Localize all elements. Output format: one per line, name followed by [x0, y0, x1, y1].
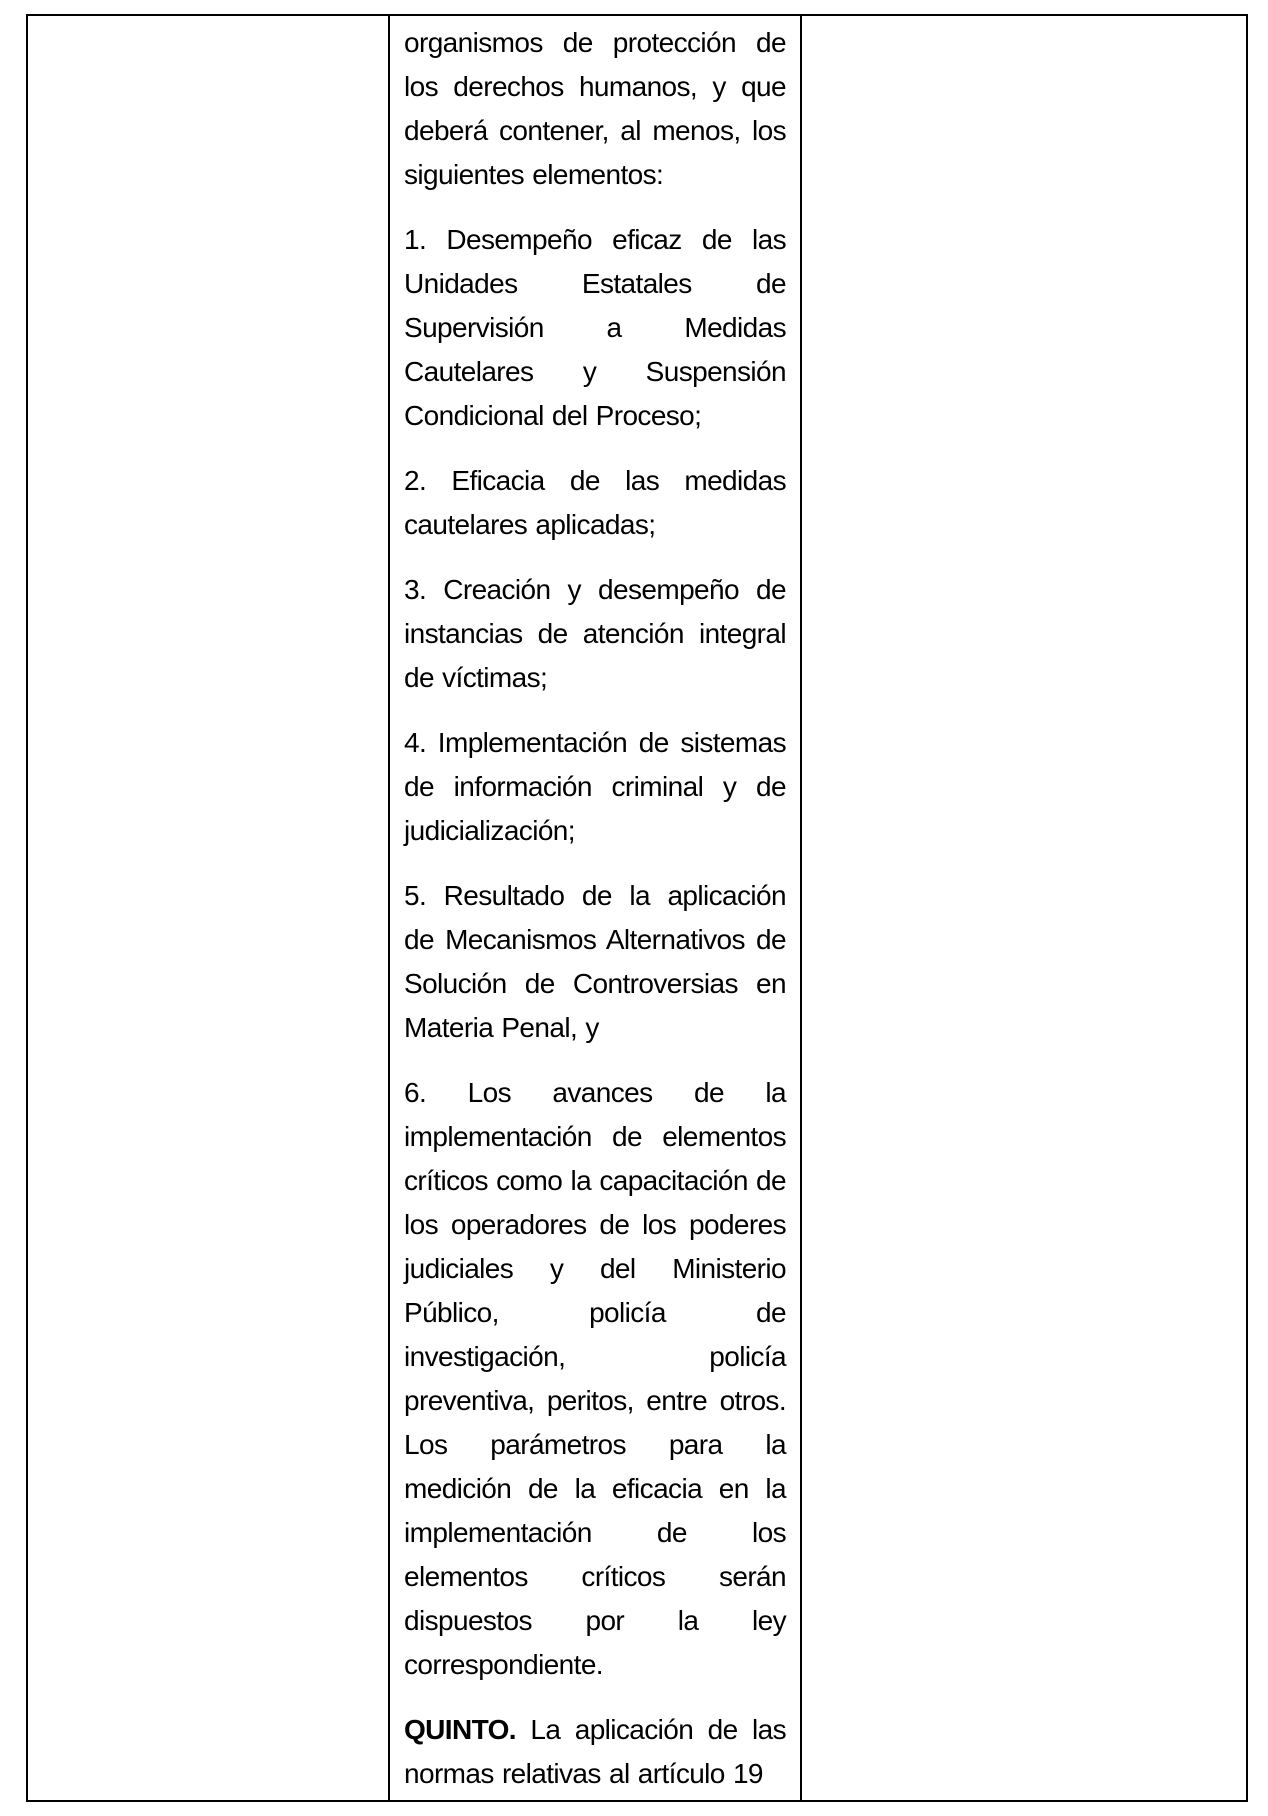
list-item-1: 1. Desempeño eficaz de las Unidades Estatales de Supervisión a Medidas Cautelares y Suspensión Condicional del Proceso;: [404, 224, 786, 431]
list-item-2: 2. Eficacia de las medidas cautelares aplicadas;: [404, 465, 786, 540]
list-item-5: 5. Resultado de la aplicación de Mecanismos Alternativos de Solución de Controversias en Materia Penal, y: [404, 880, 786, 1043]
article-heading: QUINTO.: [404, 1714, 516, 1745]
article-text: La aplicación de las normas relativas al artículo 19: [404, 1714, 786, 1789]
list-item-3: 3. Creación y desempeño de instancias de atención integral de víctimas;: [404, 574, 786, 693]
table-cell-middle: [390, 16, 802, 1800]
comparison-table: [26, 14, 1248, 1802]
table-cell-right: [802, 16, 1246, 1800]
paragraph-intro: organismos de protección de los derechos humanos, y que deberá contener, al menos, los siguientes elementos:: [404, 27, 786, 190]
list-item-6: 6. Los avances de la implementación de elementos críticos como la capacitación de los operadores de los poderes judiciales y del Ministerio Público, policía de investigación, policía preventiva, peritos, entre otros. Los parámetros para la medición de la eficacia en la implementación de los elementos críticos serán dispuestos por la ley correspondiente.: [404, 1077, 786, 1680]
paragraph-quinto: [404, 1708, 786, 1796]
table-cell-left: [28, 16, 390, 1800]
list-item-4: 4. Implementación de sistemas de información criminal y de judicialización;: [404, 727, 786, 846]
